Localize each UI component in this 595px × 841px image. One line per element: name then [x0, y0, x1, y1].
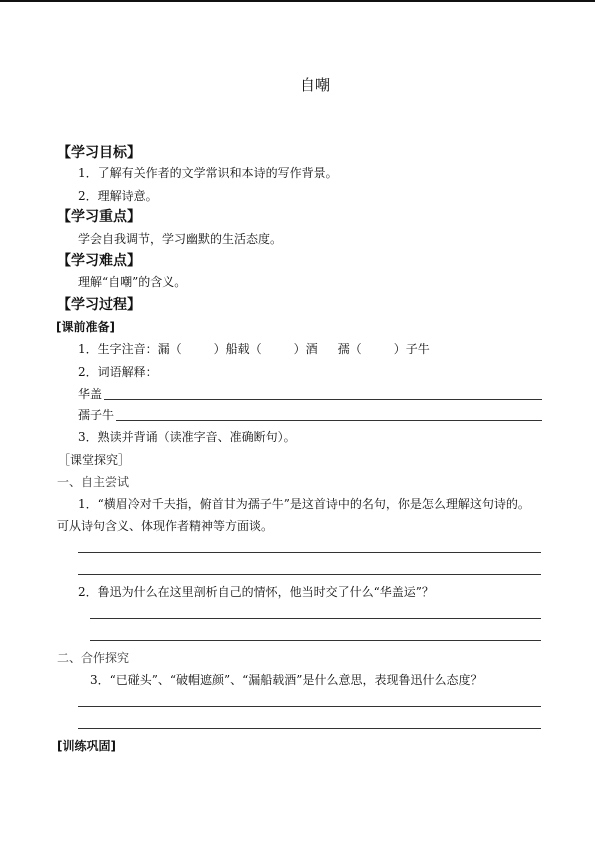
answer-line — [104, 399, 542, 400]
preview-q1 — [78, 342, 430, 356]
key-points-text: 学会自我调节，学习幽默的生活态度。 — [78, 232, 283, 246]
page-top-border — [0, 0, 595, 2]
goal-item-1: 1．了解有关作者的文学常识和本诗的写作背景。 — [78, 166, 338, 180]
difficulties-text: 理解“自嘲”的含义。 — [78, 275, 187, 289]
answer-line — [116, 420, 542, 421]
answer-line — [78, 706, 541, 707]
q1-part3: ）酒 — [293, 342, 318, 356]
part2-heading: 二、合作探究 — [57, 651, 130, 665]
classroom-heading: ［课堂探究］ — [58, 453, 131, 467]
answer-line — [78, 574, 541, 575]
term-huagai: 华盖 — [78, 387, 103, 401]
key-points-heading: 【学习重点】 — [57, 209, 141, 225]
preview-heading: [课前准备] — [56, 320, 115, 334]
answer-line — [90, 640, 541, 641]
goal-item-2: 2．理解诗意。 — [78, 189, 158, 203]
difficulties-heading: 【学习难点】 — [57, 253, 141, 269]
q1-part5: ）子牛 — [393, 342, 430, 356]
q1-part4: 孺（ — [337, 342, 362, 356]
practice-heading: [训练巩固] — [57, 739, 116, 753]
classroom-q1-line1: 1．“横眉冷对千夫指，俯首甘为孺子牛”是这首诗中的名句，你是怎么理解这句诗的。 — [78, 497, 530, 511]
classroom-q1-line2: 可从诗句含义、体现作者精神等方面谈。 — [57, 519, 274, 533]
preview-q3: 3．熟读并背诵（读准字音、准确断句）。 — [78, 430, 296, 444]
term-ruzi-niu: 孺子牛 — [78, 408, 115, 422]
classroom-q3: 3．“已碰头”、“破帽遮颜”、“漏船载酒”是什么意思，表现鲁迅什么态度？ — [90, 673, 483, 687]
answer-line — [90, 618, 541, 619]
preview-q2: 2．词语解释： — [78, 365, 158, 379]
process-heading: 【学习过程】 — [57, 297, 141, 313]
page-title: 自嘲 — [300, 76, 331, 94]
q1-part2: ）船载（ — [213, 342, 262, 356]
answer-line — [78, 552, 541, 553]
goals-heading: 【学习目标】 — [57, 145, 141, 161]
part1-heading: 一、自主尝试 — [57, 475, 130, 489]
answer-line — [78, 728, 541, 729]
q1-lead: 1．生字注音：漏（ — [78, 342, 182, 356]
classroom-q2: 2．鲁迅为什么在这里剖析自己的情怀，他当时交了什么“华盖运”？ — [78, 585, 434, 599]
